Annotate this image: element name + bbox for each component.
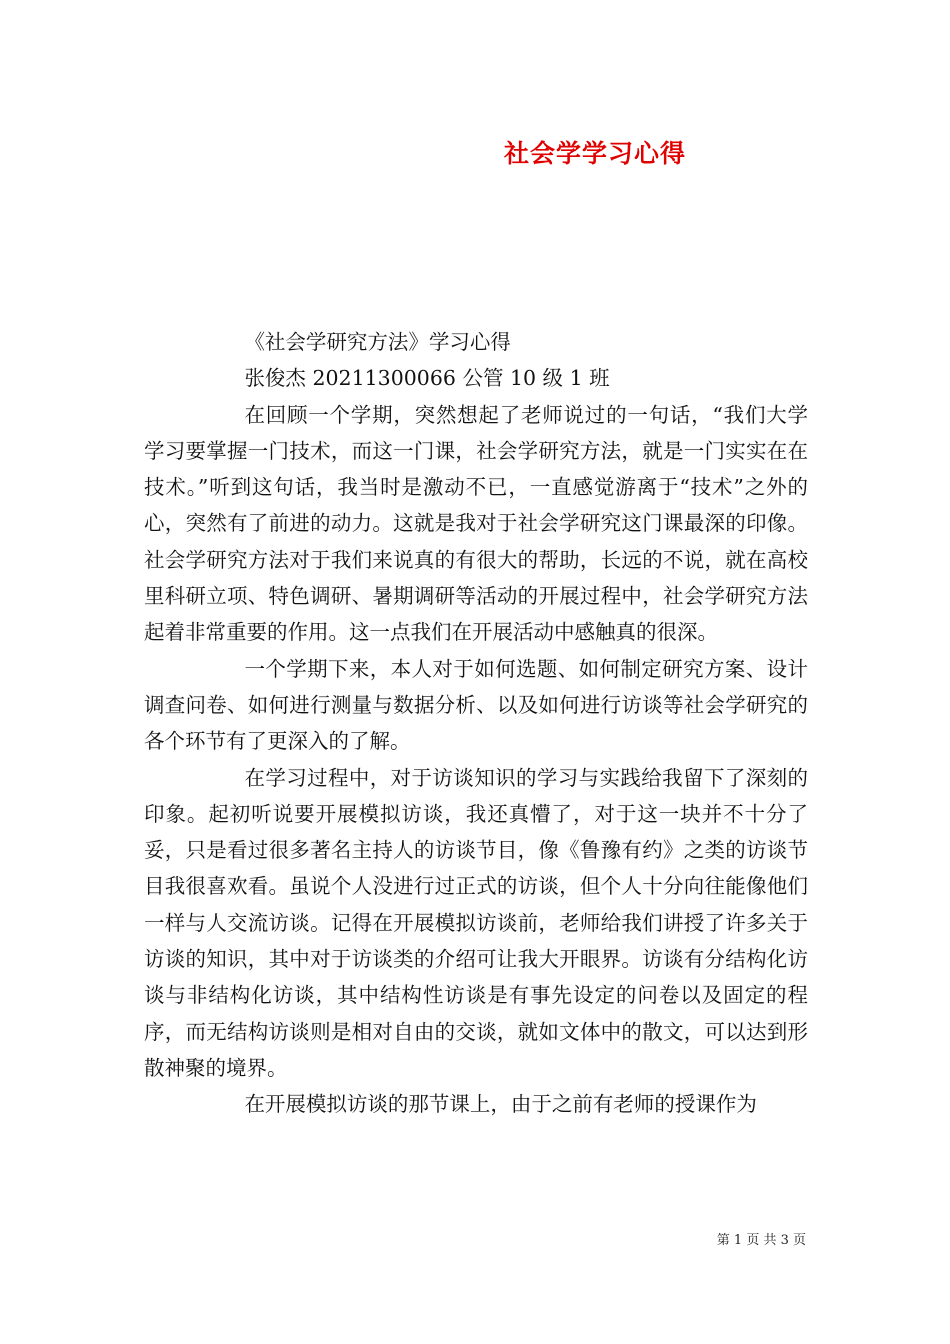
document-body bbox=[144, 324, 808, 1123]
paragraph: 一个学期下来，本人对于如何选题、如何制定研究方案、设计调查问卷、如何进行测量与数据分析、以及如何进行访谈等社会学研究的各个环节有了更深入的了解。 bbox=[144, 656, 808, 754]
document-title: 社会学学习心得 bbox=[503, 139, 686, 168]
author-line: 张俊杰 20211300066 公管 10 级 1 班 bbox=[244, 366, 610, 391]
paragraph: 在回顾一个学期，突然想起了老师说过的一句话，“我们大学学习要掌握一门技术，而这一门课，社会学研究方法，就是一门实实在在技术。”听到这句话，我当时是激动不已，一直感觉游离于“技术”之外的心，突然有了前进的动力。这就是我对于社会学研究这门课最深的印像。社会学研究方法对于我们来说真的有很大的帮助，长远的不说，就在高校里科研立项、特色调研、暑期调研等活动的开展过程中，社会学研究方法起着非常重要的作用。这一点我们在开展活动中感触真的很深。 bbox=[144, 402, 808, 645]
essay-heading: 《社会学研究方法》学习心得 bbox=[244, 330, 511, 354]
page-footer: 第 1 页 共 3 页 bbox=[716, 1233, 806, 1248]
paragraph: 在开展模拟访谈的那节课上，由于之前有老师的授课作为 bbox=[244, 1092, 757, 1117]
paragraph: 在学习过程中，对于访谈知识的学习与实践给我留下了深刻的印象。起初听说要开展模拟访谈，我还真懵了，对于这一块并不十分了妥，只是看过很多著名主持人的访谈节目，像《鲁豫有约》之类的访谈节目我很喜欢看。虽说个人没进行过正式的访谈，但个人十分向往能像他们一样与人交流访谈。记得在开展模拟访谈前，老师给我们讲授了许多关于访谈的知识，其中对于访谈类的介绍可让我大开眼界。访谈有分结构化访谈与非结构化访谈，其中结构性访谈是有事先设定的问卷以及固定的程序，而无结构访谈则是相对自由的交谈，就如文体中的散文，可以达到形散神聚的境界。 bbox=[144, 765, 808, 1080]
